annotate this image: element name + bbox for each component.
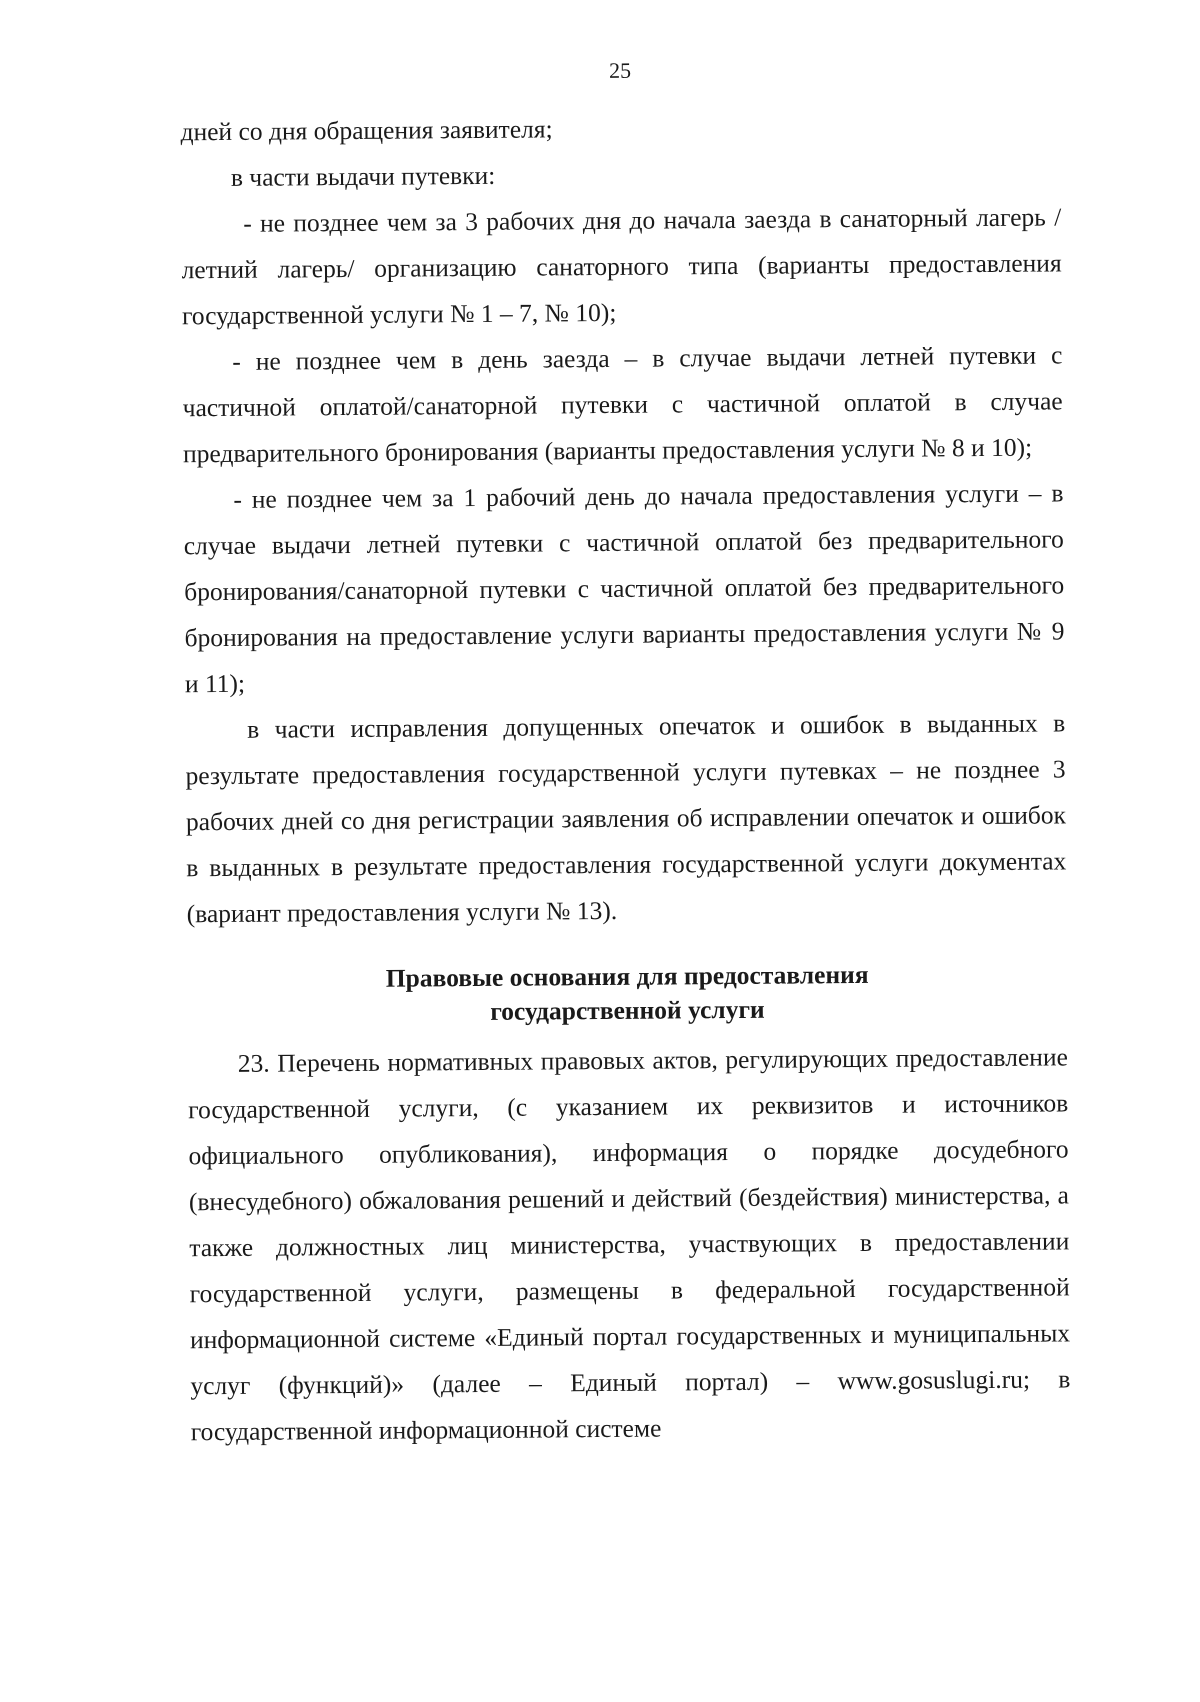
paragraph-three-days: - не позднее чем за 3 рабочих дня до начала заезда в санаторный лагерь / летний лагерь/ организацию санаторного типа (варианты предоставления государственной услуги № 1 – 7, № 10); [181,202,1062,331]
paragraph-corrections: в части исправления допущенных опечаток и ошибок в выданных в результате предоставления государственной услуги путевках – не позднее 3 рабочих дней со дня регистрации заявления об исправлении опечаток и ошибок в выданных в результате предоставления государственной услуги документах (вариант предоставления услуги № 13). [185,708,1067,929]
paragraph-deadline-days: дней со дня обращения заявителя; [180,114,553,147]
paragraph-arrival-day: - не позднее чем в день заезда – в случае выдачи летней путевки с частичной оплатой/санаторной путевки с частичной оплатой в случае предварительного бронирования (варианты предоставления услуги № 8 и 10); [182,340,1063,469]
page-number: 25 [608,57,632,83]
section-heading-line2: государственной услуги [490,994,765,1026]
paragraph-voucher-issue: в части выдачи путевки: [230,160,496,192]
paragraph-23: 23. Перечень нормативных правовых актов, регулирующих предоставление государственной услуги, (с указанием их реквизитов и источников официального опубликования), информация о порядке досудебного (внесудебного) обжалования решений и действий (бездействия) министерства, а также должностных лиц министерства, участвующих в предоставлении государственной услуги, размещены в федеральной государственной информационной системе «Единый портал государственных и муниципальных услуг (функций)» (далее – Единый портал) – www.gosuslugi.ru; в государственной информационной системе [188,1042,1071,1447]
section-heading [187,956,1068,1031]
section-heading-line1: Правовые основания для предоставления [385,959,869,993]
document-body [180,102,1071,1455]
paragraph-one-day: - не позднее чем за 1 рабочий день до начала предоставления услуги – в случае выдачи летней путевки с частичной оплатой без предварительного бронирования/санаторной путевки с частичной оплатой без предварительного бронирования на предоставление услуги варианты предоставления услуги № 9 и 11); [183,478,1065,699]
